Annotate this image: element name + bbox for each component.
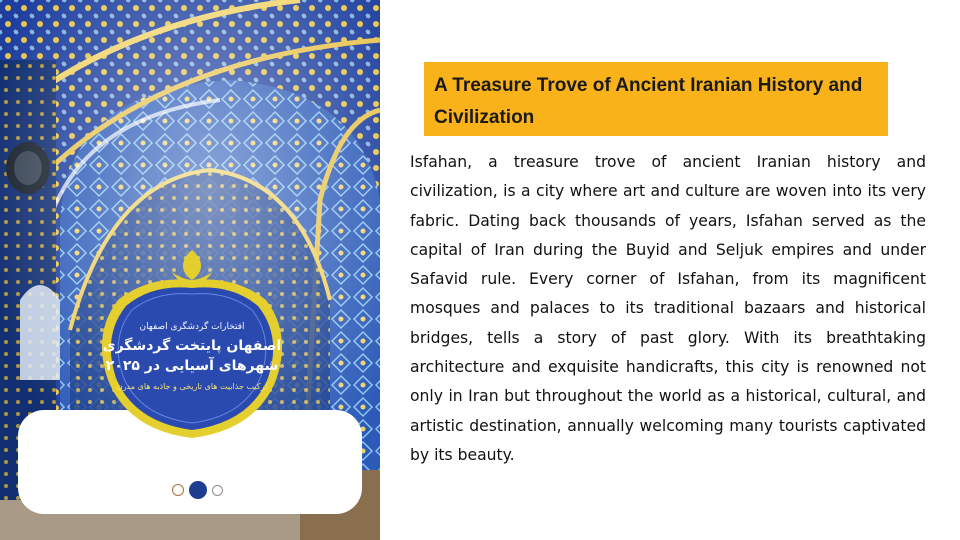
emblem-title-line2: شهرهای آسیایی در ۲۰۲۵ [105,358,279,374]
slide-title: A Treasure Trove of Ancient Iranian History and Civilization [434,75,863,128]
slide-body-text: Isfahan, a treasure trove of ancient Iranian history and civilization, is a city where art and culture are woven into its very fabric. Dating back thousands of years, Isfahan served as the capital of Iran during the Buyid and Seljuk empires and under Safavid rule. Every corner of Isfahan, from its magnificent mosques and palaces to its traditional bazaars and historical bridges, tells a story of past glory. With its breathtaking architecture and exquisite handicrafts, this city is renowned not only in Iran but throughout the world as a historical, cultural, and artistic destination, annually welcoming many tourists captivated by its beauty. [410,153,926,464]
emblem-footer: ترکیب جذابیت های تاریخی و جاذبه های مدرن [116,382,268,391]
emblem-subtitle: افتخارات گردشگری اصفهان [139,322,245,332]
sponsor-logo-icon [189,481,207,499]
mosque-dome-photo [0,0,380,540]
emblem-title-line1: اصفهان پایتخت گردشگری [102,338,282,354]
sponsor-logo-icon [212,485,223,496]
sponsor-logo-icon [172,484,184,496]
title-banner [424,62,888,136]
tourism-emblem-badge [96,250,288,442]
sponsor-logos [172,480,223,500]
